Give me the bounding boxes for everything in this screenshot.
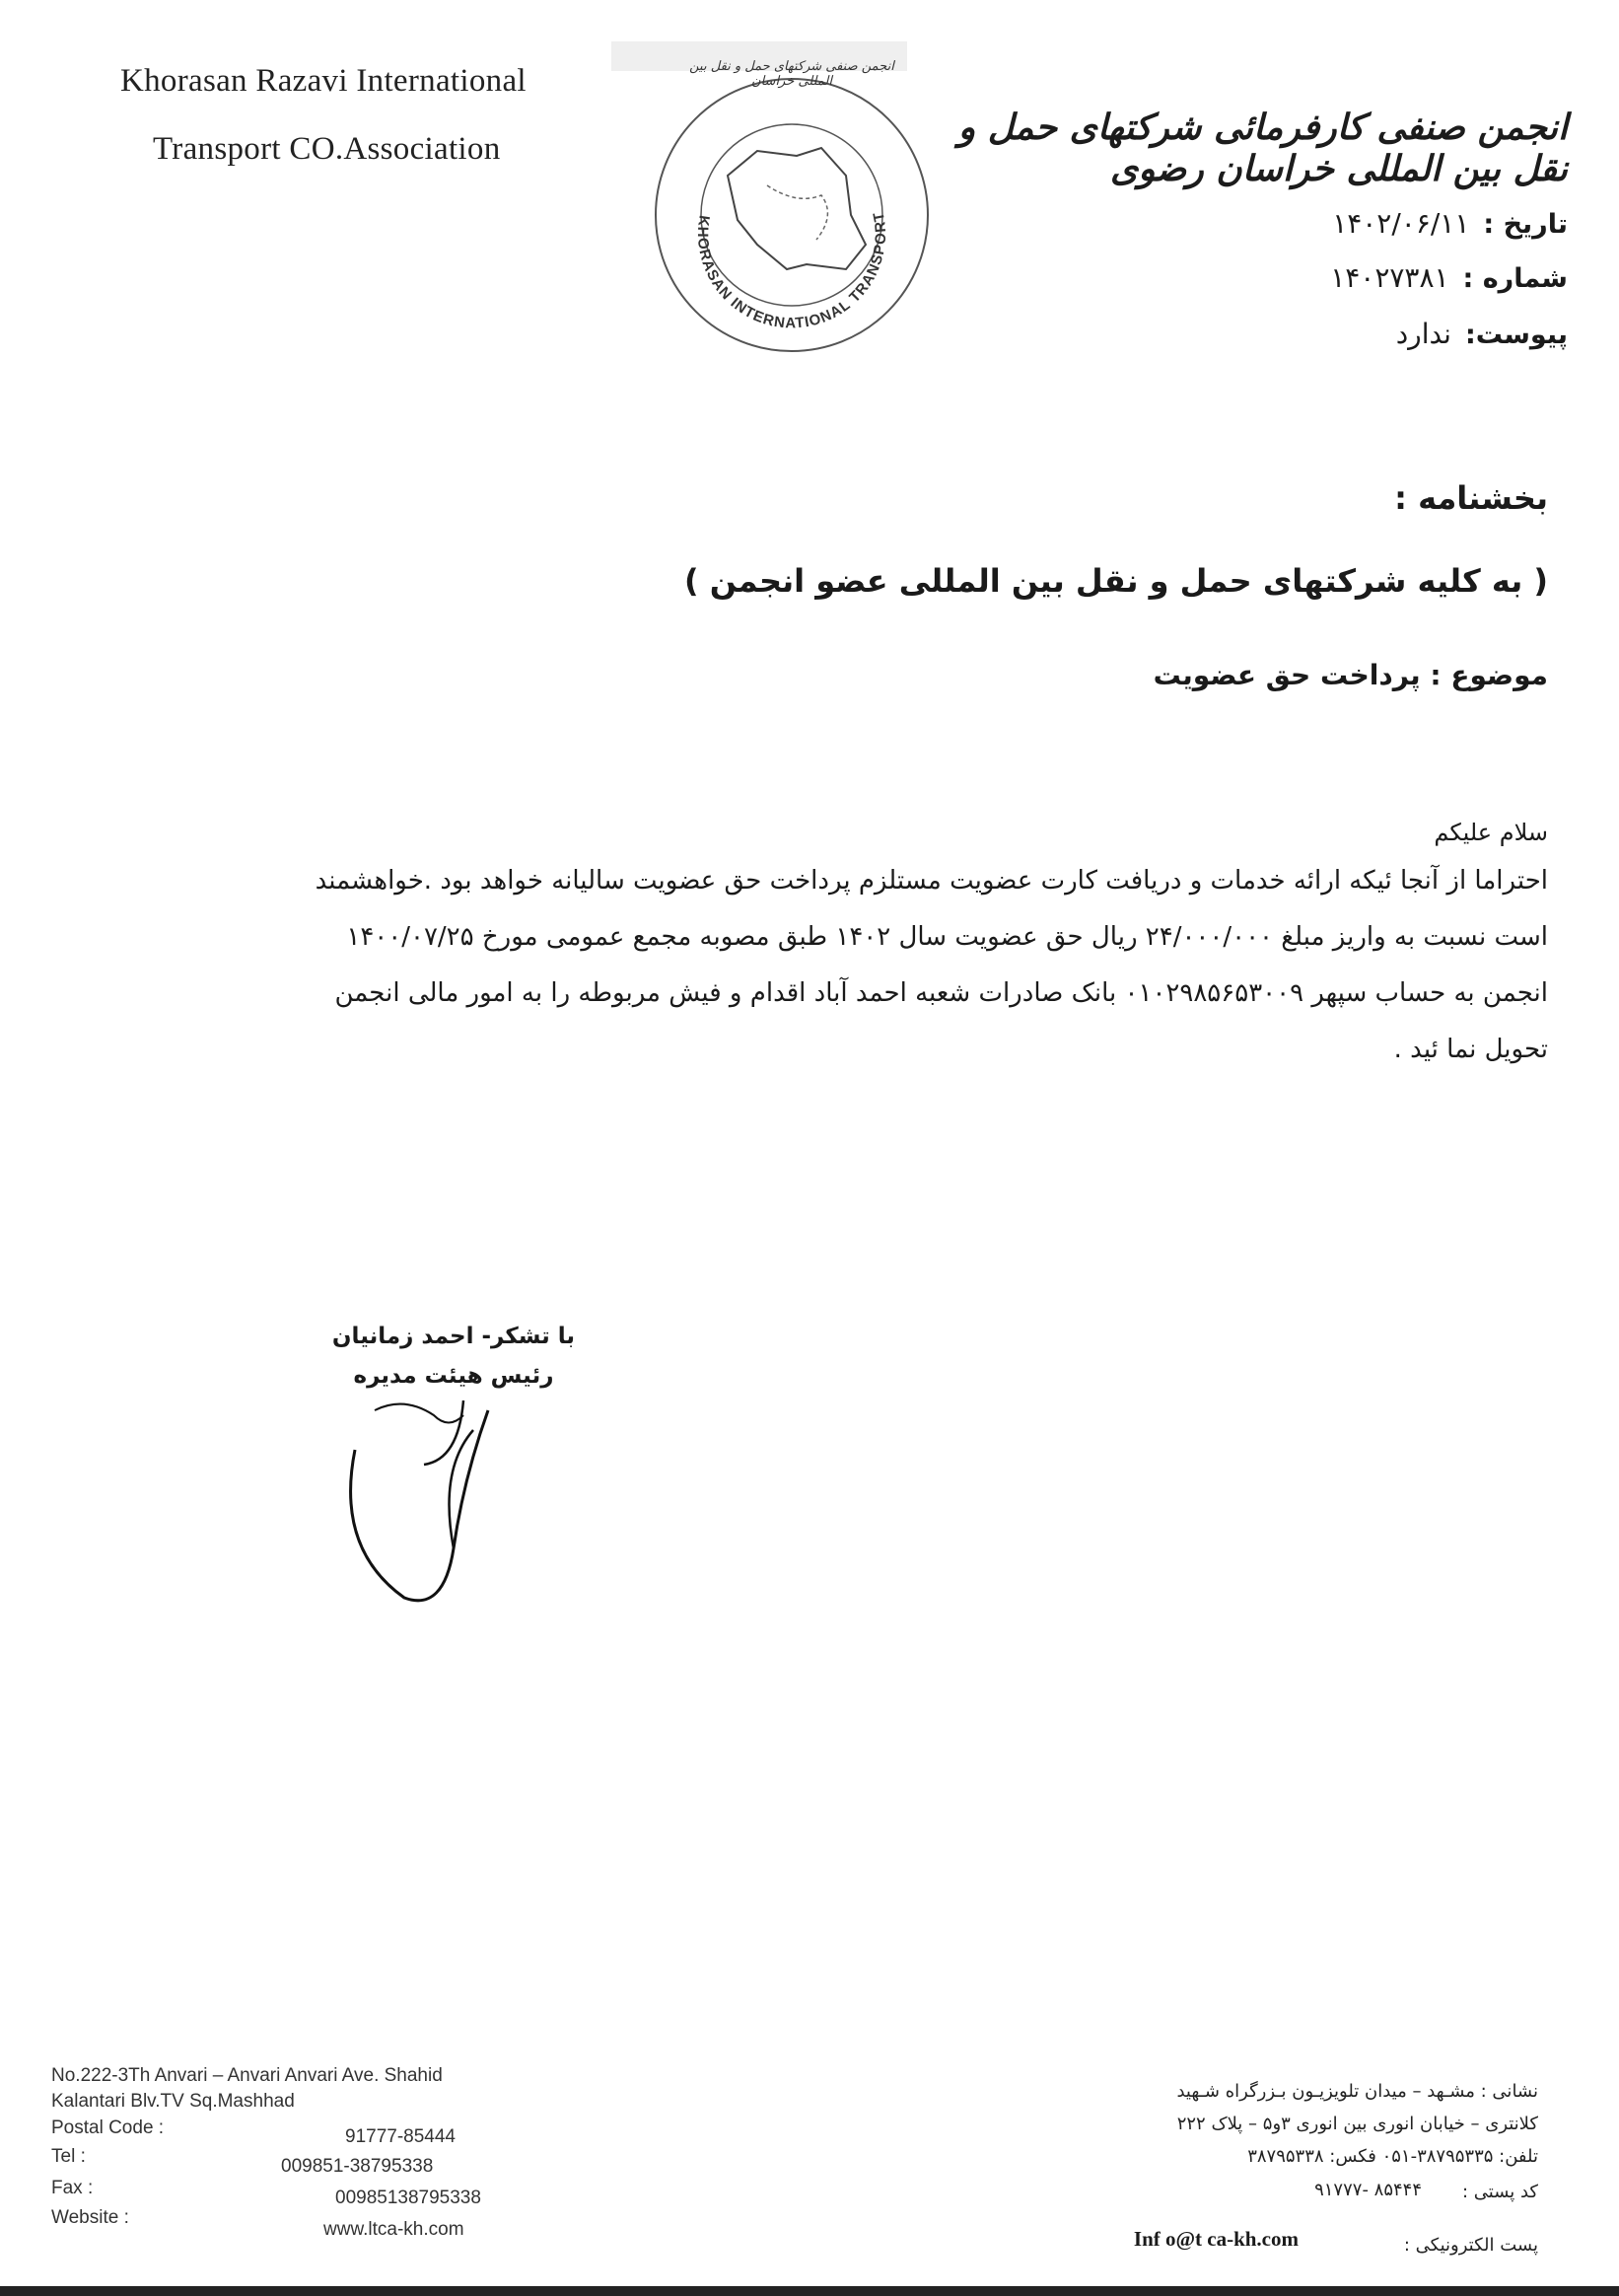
footer-fa-postal-value: ۸۵۴۴۴ -۹۱۷۷۷ — [1314, 2180, 1422, 2200]
footer-en-address2: Kalantari Blv.TV Sq.Mashhad — [51, 2091, 295, 2112]
letter-body — [138, 853, 1548, 1078]
footer-en-postal-label: Postal Code : — [51, 2117, 165, 2138]
footer-fa-address2: کلانتری – خیابان انوری بین انوری ۳و۵ – پلاک ۲۲۲ — [1176, 2114, 1538, 2134]
footer-fa-postal-label: کد پستی : — [1461, 2182, 1538, 2202]
footer-fa-address1: نشانی : مشـهد – میدان تلویزیـون بـزرگراه شـهید — [1176, 2081, 1538, 2102]
greeting: سلام علیکم — [1434, 819, 1548, 846]
meta-date — [1332, 207, 1568, 240]
body-line-4: تحویل نما ئید . — [1393, 1035, 1548, 1064]
recipients-line: ( به کلیه شرکتهای حمل و نقل بین المللی عضو انجمن ) — [683, 562, 1548, 600]
number-value: ۱۴۰۲۷۳۸۱ — [1330, 261, 1449, 294]
footer-en-fax-value: 00985138795338 — [335, 2188, 481, 2208]
footer-en-address1: No.222-3Th Anvari – Anvari Anvari Ave. Shahid — [51, 2065, 443, 2086]
footer-fa-phone: تلفن: ۳۸۷۹۵۳۳۵-۰۵۱ فکس: ۳۸۷۹۵۳۳۸ — [1247, 2146, 1538, 2167]
association-logo — [649, 57, 935, 373]
body-line-2: است نسبت به واریز مبلغ ۲۴/۰۰۰/۰۰۰ ریال حق عضویت سال ۱۴۰۲ طبق مصوبه مجمع عمومی مورخ ۱۴۰۰/۰۷/۲۵ — [346, 922, 1548, 952]
date-label: تاریخ : — [1483, 209, 1568, 240]
footer-en-tel-value: 009851-38795338 — [281, 2156, 434, 2177]
footer-en-website-value[interactable]: www.ltca-kh.com — [323, 2219, 464, 2240]
header-en-line2: Transport CO.Association — [153, 131, 501, 167]
footer-en-fax-label: Fax : — [51, 2178, 94, 2198]
footer-en-postal-value: 91777-85444 — [345, 2126, 456, 2147]
signature-role: رئیس هیئت مدیره — [353, 1363, 554, 1389]
handwritten-signature — [316, 1371, 513, 1627]
attachment-value: ندارد — [1395, 318, 1451, 350]
date-value: ۱۴۰۲/۰۶/۱۱ — [1332, 207, 1470, 240]
attachment-label: پیوست: — [1464, 320, 1568, 350]
header-en-line1: Khorasan Razavi International — [120, 63, 527, 99]
logo-ring-text: KHORASAN INTERNATIONAL TRANSPORT — [693, 209, 890, 332]
signature-thanks: با تشکر- احمد زمانیان — [331, 1324, 576, 1349]
circular-heading: بخشنامه : — [1394, 479, 1548, 517]
body-line-1: احتراما از آنجا ئیکه ارائه خدمات و دریافت کارت عضویت مستلزم پرداخت حق عضویت سالیانه خواهد بود .خواهشمند — [315, 866, 1548, 896]
bottom-edge — [0, 2286, 1619, 2296]
header-fa-org: انجمن صنفی کارفرمائی شرکتهای حمل و نقل بین المللی خراسان رضوی — [957, 107, 1568, 189]
svg-text:KHORASAN INTERNATIONAL TRANSPO — [649, 57, 889, 331]
meta-number — [1330, 261, 1568, 294]
logo-top-text: انجمن صنفی شرکتهای حمل و نقل بین المللی خراسان — [689, 59, 894, 89]
body-line-3: انجمن به حساب سپهر ۰۱۰۲۹۸۵۶۵۳۰۰۹ بانک صادرات شعبه احمد آباد اقدام و فیش مربوطه را به امور مالی انجمن — [334, 978, 1548, 1008]
footer-fa-email-value[interactable]: Inf o@t ca-kh.com — [1133, 2227, 1299, 2251]
meta-attachment — [1396, 318, 1568, 350]
number-label: شماره : — [1462, 263, 1568, 294]
footer-fa-email-label: پست الکترونیکی : — [1403, 2235, 1538, 2256]
subject-line: موضوع : پرداخت حق عضویت — [1153, 659, 1548, 691]
footer-en-website-label: Website : — [51, 2207, 129, 2228]
footer-en-tel-label: Tel : — [51, 2146, 86, 2167]
